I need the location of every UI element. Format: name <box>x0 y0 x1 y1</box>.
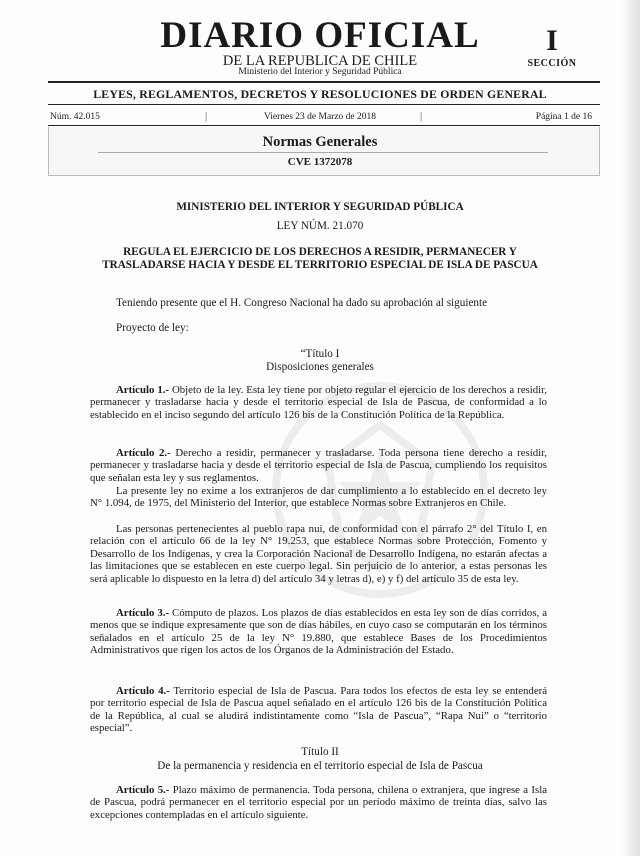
preamble: Teniendo presente que el H. Congreso Nacional ha dado su aprobación al siguiente <box>116 297 488 309</box>
category-band: LEYES, REGLAMENTOS, DECRETOS Y RESOLUCIONES DE ORDEN GENERAL <box>93 87 547 101</box>
title-two-subheading: De la permanencia y residencia en el territorio especial de Isla de Pascua <box>157 760 483 772</box>
header-rule-bottom <box>48 104 600 105</box>
section-number: I <box>546 24 558 57</box>
article-2-heading: Artículo 2.- <box>116 447 171 459</box>
article-2-text: Derecho a residir, permanecer y trasladarse. Toda persona tiene derecho a residir, permanecer y trasladarse hacia y desde el territorio especial de Isla de Pascua, cumpliendo los requisitos que señalan esta ley y sus reglamentos. <box>90 447 547 484</box>
article-1 <box>90 384 547 421</box>
meta-divider: | <box>205 110 208 122</box>
article-2 <box>90 447 547 484</box>
article-5-text: Plazo máximo de permanencia. Toda persona, chilena o extranjera, que ingrese a Isla de Pascua, podrá permanecer en el territorio especial por un período máximo de treinta días, salvo las excepciones contempladas en el artículo siguiente. <box>90 784 547 821</box>
article-1-heading: Artículo 1.- <box>116 384 170 396</box>
gazette-subtitle: DE LA REPUBLICA DE CHILE <box>222 53 418 69</box>
title-two-heading: Título II <box>301 746 339 758</box>
article-4-text: Territorio especial de Isla de Pascua. Para todos los efectos de esta ley se entenderá por territorio especial de Isla de Pascua aquel señalado en el artículo 126 bis de la Constitución Política de la República, al cual se aludirá indistintamente como “Isla de Pascua”, “Rapa Nui” o “territorio especial”. <box>90 685 547 735</box>
norms-box-divider <box>98 152 548 153</box>
article-2-paragraph-2 <box>90 485 547 510</box>
title-one-heading: “Título I <box>300 348 340 360</box>
article-4-heading: Artículo 4.- <box>116 685 170 697</box>
cve-code: CVE 1372078 <box>287 156 353 168</box>
article-2-paragraph-3 <box>90 523 547 585</box>
issue-date: Viernes 23 de Marzo de 2018 <box>263 112 377 122</box>
page-indicator: Página 1 de 16 <box>535 112 592 122</box>
bill-heading: Proyecto de ley: <box>116 322 189 334</box>
article-2-paragraph-2-text: La presente ley no exime a los extranjeros de dar cumplimiento a lo establecido en el decreto ley N° 1.094, de 1975, del Ministerio del Interior, que establece Normas sobre Extranjeros en Chile. <box>90 485 547 510</box>
article-3-heading: Artículo 3.- <box>116 607 170 619</box>
article-2-paragraph-3-text: Las personas pertenecientes al pueblo rapa nui, de conformidad con el párrafo 2° del Título I, en relación con el artículo 66 de la ley N° 19.253, que establece Normas sobre Protección, Fomento y Desarrollo de los Indígenas, y crea la Corporación Nacional de Desarrollo Indígena, no estarán afectas a las limitaciones que se establecen en este cuerpo legal. Sin perjuicio de lo anterior, a estas personas les será aplicable lo dispuesto en la letra d) del artículo 34 y letras d), e) y f) del artículo 35 de esta ley. <box>90 523 547 585</box>
law-title: REGULA EL EJERCICIO DE LOS DERECHOS A RESIDIR, PERMANECER Y TRASLADARSE HACIA Y DESDE EL TERRITORIO ESPECIAL DE ISLA DE PASCUA <box>102 246 538 271</box>
issue-number: Núm. 42.015 <box>50 112 100 122</box>
meta-divider: | <box>420 110 423 122</box>
header-rule-top <box>48 81 600 83</box>
article-4 <box>90 685 547 735</box>
article-5 <box>90 784 547 821</box>
article-3 <box>90 607 547 657</box>
meta-rule <box>48 125 600 126</box>
section-label: SECCIÓN <box>527 58 577 69</box>
page-edge-shadow <box>622 0 640 856</box>
article-1-text: Objeto de la ley. Esta ley tiene por objeto regular el ejercicio de los derechos a residir, permanecer y trasladarse hacia y desde el territorio especial de Isla de Pascua, de conformidad a lo establecido en el inciso segundo del artículo 126 bis de la Constitución Política de la República. <box>90 384 547 421</box>
issuing-ministry: MINISTERIO DEL INTERIOR Y SEGURIDAD PÚBLICA <box>176 201 464 213</box>
law-number: LEY NÚM. 21.070 <box>276 220 364 232</box>
article-5-heading: Artículo 5.- <box>116 784 170 796</box>
gazette-title: DIARIO OFICIAL <box>160 15 480 56</box>
title-one-subheading: Disposiciones generales <box>266 361 374 373</box>
gazette-ministry-line: Ministerio del Interior y Seguridad Pública <box>238 67 402 77</box>
article-3-text: Cómputo de plazos. Los plazos de días establecidos en esta ley son de días corridos, a menos que se indique expresamente que son de días hábiles, en cuyo caso se computarán en los términos señalados en el artículo 25 de la ley N° 19.880, que establece Bases de los Procedimientos Administrativos que rigen los actos de los Órganos de la Administración del Estado. <box>90 607 547 657</box>
norms-box-title: Normas Generales <box>262 134 378 150</box>
